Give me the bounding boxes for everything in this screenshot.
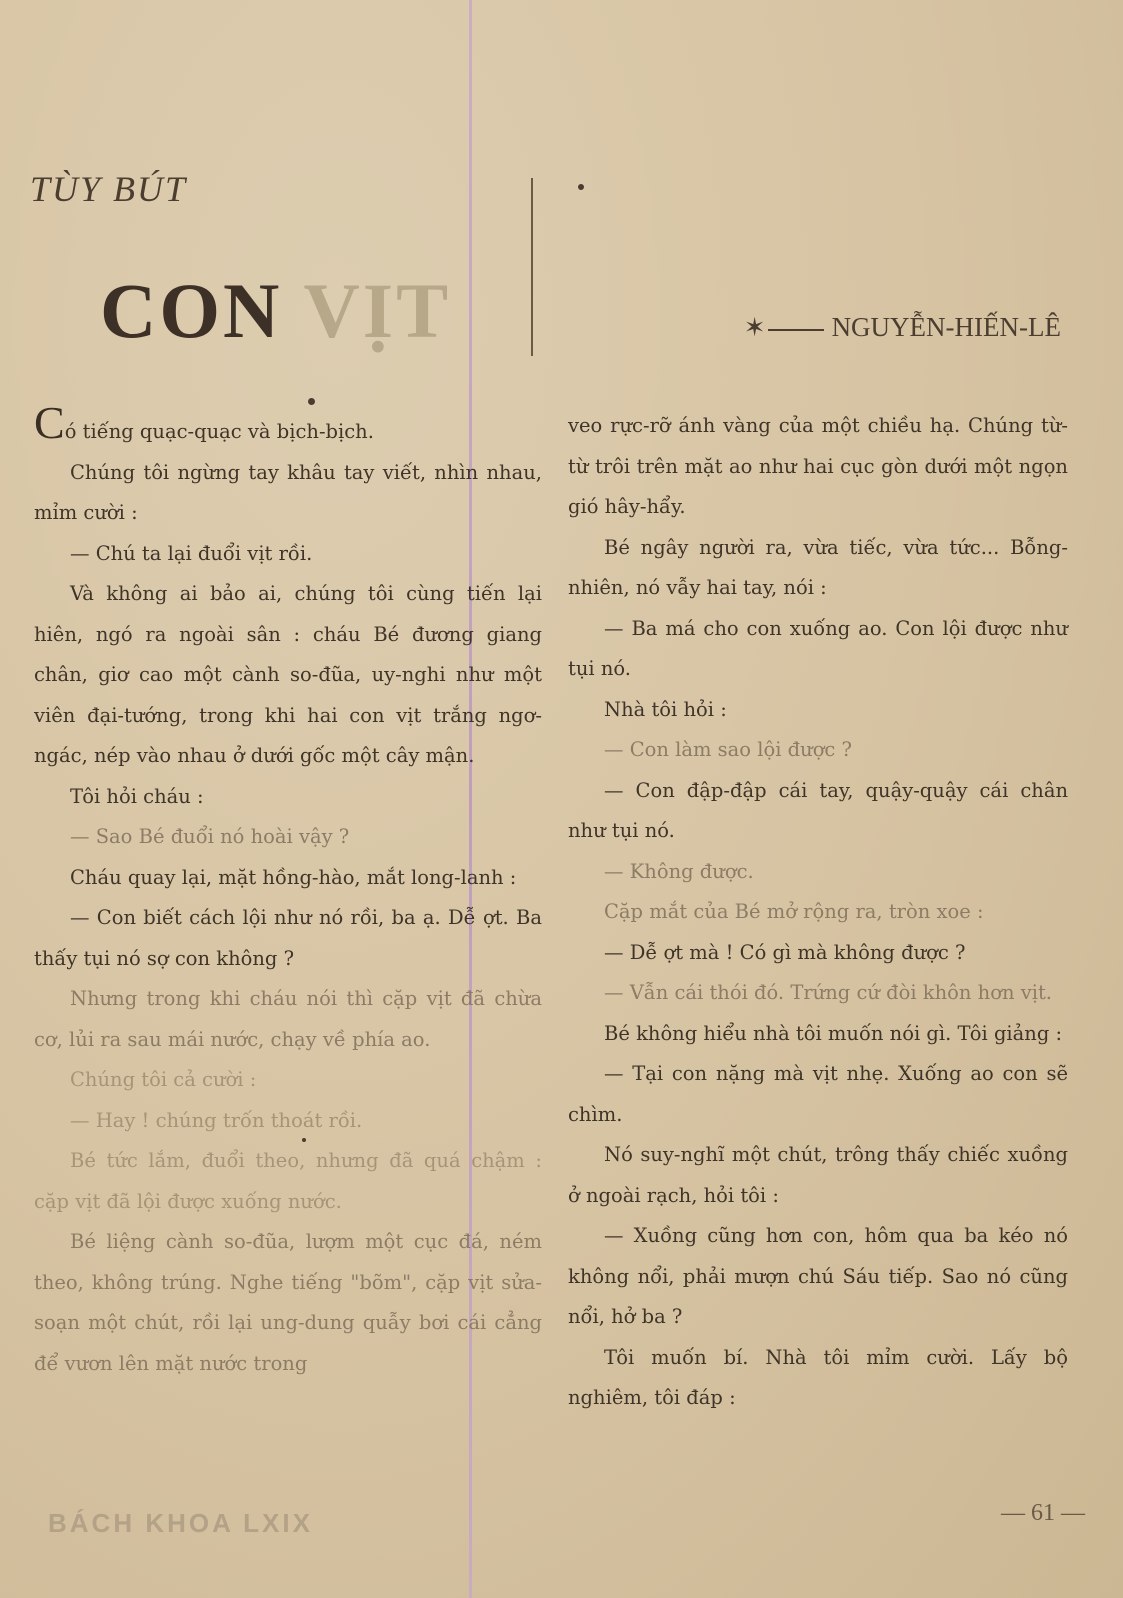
star-icon: ✶ (743, 313, 766, 342)
title-word-vit: VỊT (303, 267, 452, 354)
paragraph: — Con biết cách lội như nó rồi, ba ạ. Dễ ợt. Ba thấy tụi nó sợ con không ? (34, 906, 542, 970)
paragraph: — Hay ! chúng trốn thoát rồi. (70, 1108, 363, 1132)
page-number: — 61 — (1001, 1500, 1085, 1526)
paragraph-text: ó tiếng quạc-quạc và bịch-bịch. (64, 420, 374, 443)
paragraph: Cháu quay lại, mặt hồng-hào, mắt long-lanh : (70, 865, 517, 889)
paragraph: Bé liệng cành so-đũa, lượm một cục đá, ném theo, không trúng. Nghe tiếng "bõm", cặp vịt sửa-soạn một chút, rồi lại ung-dung quẫy bơi cái cẳng để vươn lên mặt nước trong (34, 1230, 542, 1375)
paragraph: Bé ngây người ra, vừa tiếc, vừa tức... Bỗng-nhiên, nó vẫy hai tay, nói : (568, 535, 1068, 599)
paragraph: — Chú ta lại đuổi vịt rồi. (70, 541, 313, 565)
ink-speck (308, 398, 315, 405)
paragraph: veo rực-rỡ ánh vàng của một chiều hạ. Chúng từ-từ trôi trên mặt ao như hai cục gòn dưới một ngọn gió hây-hẩy. (568, 414, 1068, 518)
paragraph: — Con đập-đập cái tay, quậy-quậy cái chân như tụi nó. (568, 778, 1068, 842)
paragraph: — Không được. (604, 859, 754, 883)
section-label: TÙY BÚT (30, 169, 188, 209)
byline (744, 312, 1061, 343)
magazine-name: BÁCH KHOA LXIX (48, 1508, 313, 1538)
ink-speck (302, 1138, 306, 1142)
left-column (34, 397, 542, 1384)
paragraph: Tôi hỏi cháu : (70, 784, 204, 808)
author-name: NGUYỄN-HIẾN-LÊ (831, 312, 1061, 342)
ink-speck (578, 184, 584, 190)
paragraph: Chúng tôi ngừng tay khâu tay viết, nhìn nhau, mỉm cười : (34, 460, 542, 524)
header-divider (531, 178, 533, 356)
article-title (100, 267, 452, 354)
paragraph: Bé không hiểu nhà tôi muốn nói gì. Tôi giảng : (604, 1021, 1063, 1045)
byline-dash (768, 329, 824, 331)
paragraph: Nhưng trong khi cháu nói thì cặp vịt đã chừa cơ, lủi ra sau mái nước, chạy về phía ao. (34, 987, 542, 1051)
paragraph: Cặp mắt của Bé mở rộng ra, tròn xoe : (604, 900, 984, 923)
paragraph: Bé tức lắm, đuổi theo, nhưng đã quá chậm : cặp vịt đã lội được xuống nước. (34, 1149, 542, 1213)
paragraph: Nhà tôi hỏi : (604, 697, 727, 721)
right-column (568, 406, 1068, 1419)
paragraph (34, 397, 542, 453)
paragraph: Và không ai bảo ai, chúng tôi cùng tiến lại hiên, ngó ra ngoài sân : cháu Bé đương giang chân, giơ cao một cành so-đũa, uy-nghi như một viên đại-tướng, trong khi hai con vịt trắng ngơ-ngác, nép vào nhau ở dưới gốc một cây mận. (34, 582, 542, 767)
paragraph: — Xuồng cũng hơn con, hôm qua ba kéo nó không nổi, phải mượn chú Sáu tiếp. Sao nó cũng nổi, hở ba ? (568, 1224, 1068, 1328)
paragraph: — Tại con nặng mà vịt nhẹ. Xuống ao con sẽ chìm. (568, 1062, 1068, 1126)
paragraph: — Dễ ợt mà ! Có gì mà không được ? (604, 940, 966, 964)
paragraph: — Ba má cho con xuống ao. Con lội được như tụi nó. (568, 616, 1068, 680)
paragraph: Tôi muốn bí. Nhà tôi mỉm cười. Lấy bộ nghiêm, tôi đáp : (568, 1345, 1068, 1409)
paragraph: Nó suy-nghĩ một chút, trông thấy chiếc xuồng ở ngoài rạch, hỏi tôi : (568, 1143, 1068, 1207)
paragraph: — Vẫn cái thói đó. Trứng cứ đòi khôn hơn vịt. (604, 981, 1052, 1004)
drop-cap: C (34, 397, 65, 448)
paragraph: — Sao Bé đuổi nó hoài vậy ? (70, 825, 350, 848)
title-word-con: CON (100, 267, 283, 354)
paragraph: — Con làm sao lội được ? (604, 738, 853, 761)
paragraph: Chúng tôi cả cười : (70, 1068, 257, 1091)
